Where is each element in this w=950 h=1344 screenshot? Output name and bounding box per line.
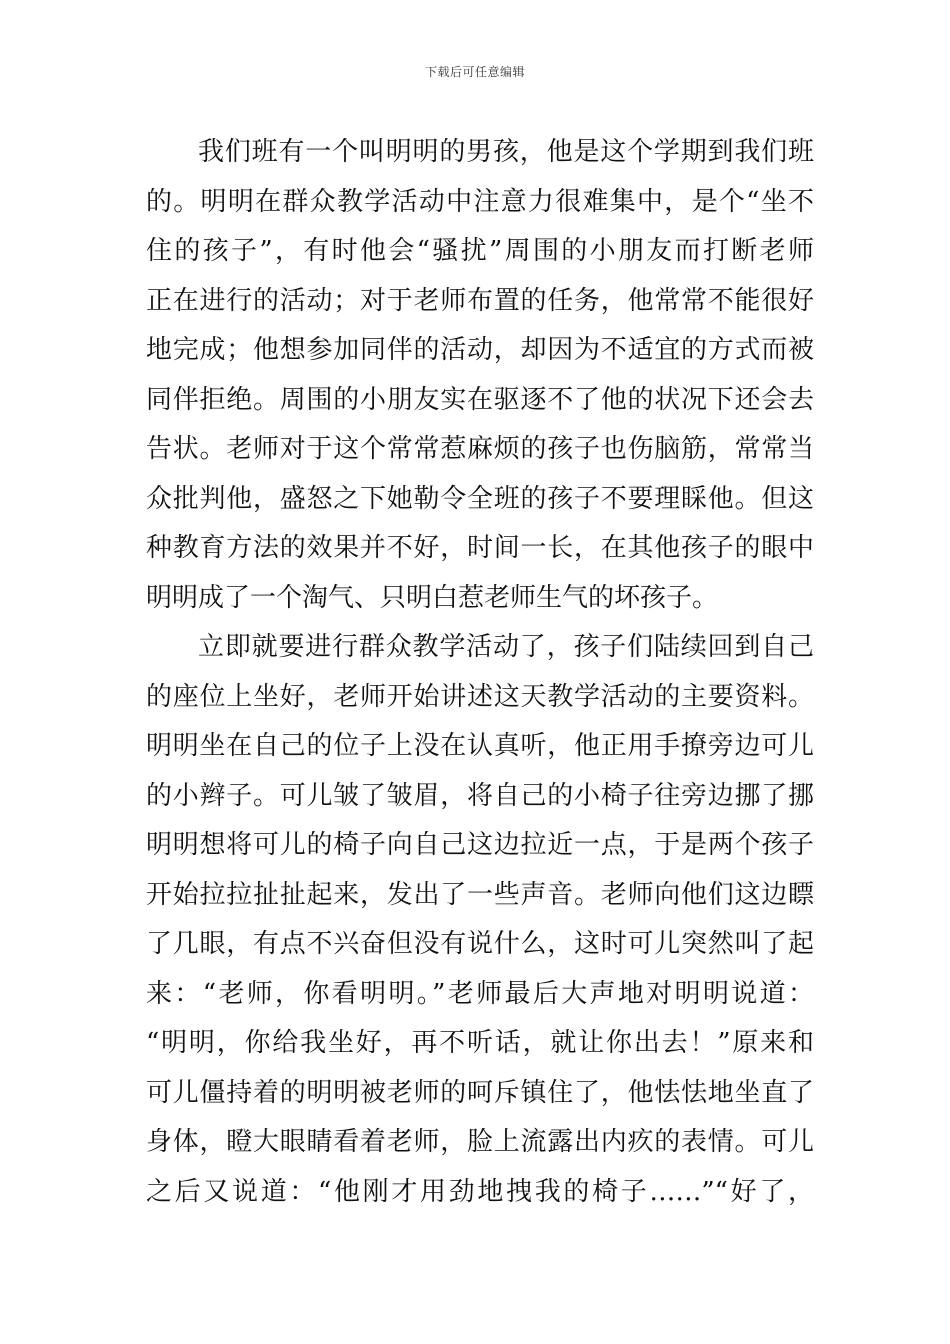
paragraph-2-line-10: 可儿僵持着的明明被老师的呵斥镇住了，他怯怯地坐直了 bbox=[146, 1077, 814, 1108]
paragraph-1-line-1: 我们班有一个叫明明的男孩，他是这个学期到我们班 bbox=[198, 137, 814, 167]
paragraph-1-line-2: 的。明明在群众教学活动中注意力很难集中，是个“坐不 bbox=[146, 186, 814, 217]
page-header: 下载后可任意编辑 bbox=[424, 65, 525, 79]
paragraph-1-line-10: 明明成了一个淘气、只明白惹老师生气的坏孩子。 bbox=[146, 582, 719, 613]
paragraph-2-line-7: 了几眼，有点不兴奋但没有说什么，这时可儿突然叫了起 bbox=[146, 929, 814, 959]
paragraph-2-line-12: 之后又说道：“他刚才用劲地拽我的椅子……”“好了， bbox=[146, 1176, 814, 1207]
paragraph-2-line-8: 来：“老师，你看明明。”老师最后大声地对明明说道： bbox=[146, 978, 814, 1009]
paragraph-2-line-3: 明明坐在自己的位子上没在认真听，他正用手撩旁边可儿 bbox=[146, 731, 814, 761]
paragraph-1-line-4: 正在进行的活动；对于老师布置的任务，他常常不能很好 bbox=[146, 285, 814, 316]
paragraph-2-line-2: 的座位上坐好，老师开始讲述这天教学活动的主要资料。 bbox=[146, 681, 814, 712]
paragraph-2-line-5: 明明想将可儿的椅子向自己这边拉近一点，于是两个孩子 bbox=[146, 830, 814, 860]
paragraph-1-line-3: 住的孩子”，有时他会“骚扰”周围的小朋友而打断老师 bbox=[146, 236, 814, 266]
paragraph-1-line-7: 告状。老师对于这个常常惹麻烦的孩子也伤脑筋，常常当 bbox=[146, 434, 814, 464]
paragraph-1-line-8: 众批判他，盛怒之下她勒令全班的孩子不要理睬他。但这 bbox=[146, 483, 814, 514]
paragraph-2-line-11: 身体，瞪大眼睛看着老师，脸上流露出内疚的表情。可儿 bbox=[146, 1127, 814, 1157]
paragraph-1-line-5: 地完成；他想参加同伴的活动，却因为不适宜的方式而被 bbox=[146, 335, 814, 365]
paragraph-1-line-6: 同伴拒绝。周围的小朋友实在驱逐不了他的状况下还会去 bbox=[146, 384, 814, 415]
paragraph-2-line-4: 的小辫子。可儿皱了皱眉，将自己的小椅子往旁边挪了挪 bbox=[146, 780, 814, 811]
paragraph-2-line-6: 开始拉拉扯扯起来，发出了一些声音。老师向他们这边瞟 bbox=[146, 879, 814, 910]
paragraph-1-line-9: 种教育方法的效果并不好，时间一长，在其他孩子的眼中 bbox=[146, 533, 814, 563]
document-body bbox=[146, 128, 814, 1217]
paragraph-2-line-1: 立即就要进行群众教学活动了，孩子们陆续回到自己 bbox=[198, 632, 814, 662]
paragraph-2-line-9: “明明，你给我坐好，再不听话，就让你出去！”原来和 bbox=[146, 1028, 814, 1058]
